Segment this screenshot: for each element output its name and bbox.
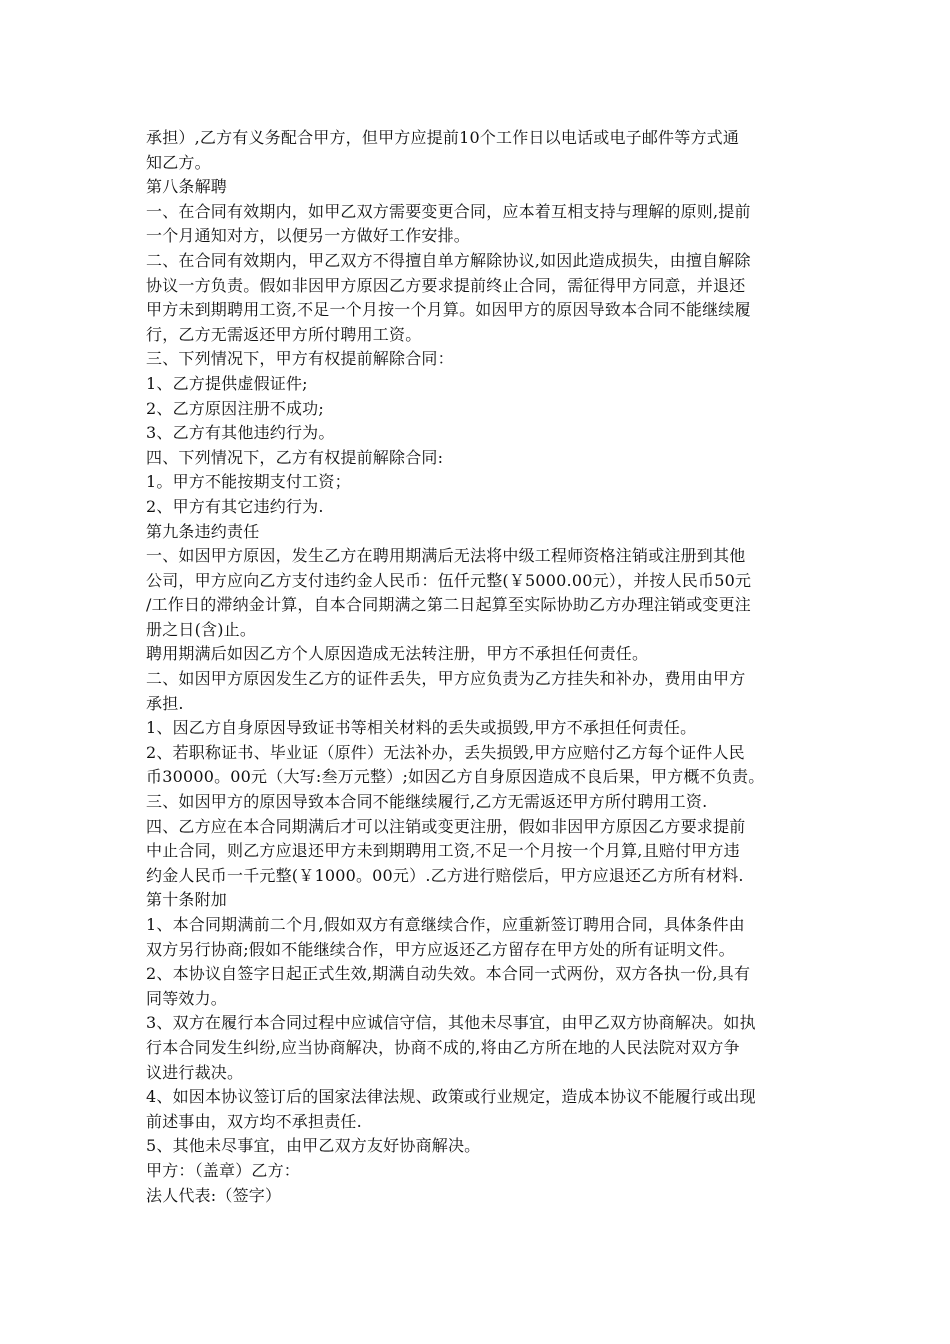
text-line: 议进行裁决。 [146,1062,244,1082]
text-line: 聘用期满后如因乙方个人原因造成无法转注册，甲方不承担任何责任。 [146,644,649,664]
text-line: 行，乙方无需返还甲方所付聘用工资。 [146,324,422,344]
list-item: 3、双方在履行本合同过程中应诚信守信，其他未尽事宜，由甲乙双方协商解决。如执 [146,1013,756,1033]
signature-party-line: 甲方：（盖章）乙方： [146,1160,301,1180]
section-heading-article-8: 第八条解聘 [146,177,228,197]
text-line: 行本合同发生纠纷,应当协商解决，协商不成的,将由乙方所在地的人民法院对双方争 [146,1037,740,1057]
text-line: 甲方未到期聘用工资,不足一个月按一个月算。如因甲方的原因导致本合同不能继续履 [146,300,751,320]
text-line: 中止合同，则乙方应退还甲方未到期聘用工资,不足一个月按一个月算,且赔付甲方违 [146,841,740,861]
list-item: 3、乙方有其他违约行为。 [146,423,335,443]
list-item: 1、乙方提供虚假证件; [146,373,308,393]
list-item: 1。甲方不能按期支付工资； [146,472,351,492]
text-line: 四、乙方应在本合同期满后才可以注销或变更注册，假如非因甲方原因乙方要求提前 [146,816,746,836]
section-heading-article-10: 第十条附加 [146,890,228,910]
list-item: 4、如因本协议签订后的国家法律法规、政策或行业规定，造成本协议不能履行或出现 [146,1087,756,1107]
text-line: 三、如因甲方的原因导致本合同不能继续履行,乙方无需返还甲方所付聘用工资. [146,792,708,812]
list-item: 5、其他未尽事宜，由甲乙双方友好协商解决。 [146,1136,481,1156]
text-line: 同等效力。 [146,988,228,1008]
list-item: 1、本合同期满前二个月,假如双方有意继续合作，应重新签订聘用合同，具体条件由 [146,915,745,934]
text-line: /工作日的滞纳金计算，自本合同期满之第二日起算至实际协助乙方办理注销或变更注 [146,595,751,615]
legal-representative-line: 法人代表:（签字） [146,1185,282,1205]
text-line: 一个月通知对方，以便另一方做好工作安排。 [146,226,471,246]
text-line: 知乙方。 [146,152,211,172]
text-line: 承担. [146,693,184,713]
list-item: 2、乙方原因注册不成功; [146,398,324,418]
text-line: 承担）,乙方有义务配合甲方，但甲方应提前10个工作日以电话或电子邮件等方式通 [146,128,740,147]
list-item: 1、因乙方自身原因导致证书等相关材料的丢失或损毁,甲方不承担任何责任。 [146,718,697,738]
list-item: 2、甲方有其它违约行为. [146,496,324,516]
text-line: 三、下列情况下，甲方有权提前解除合同： [146,349,454,369]
text-line: 协议一方负责。假如非因甲方原因乙方要求提前终止合同，需征得甲方同意，并退还 [146,275,746,295]
list-item: 2、若职称证书、毕业证（原件）无法补办，丢失损毁,甲方应赔付乙方每个证件人民 [146,742,745,762]
text-line: 币30000。00元（大写:叁万元整）;如因乙方自身原因造成不良后果，甲方概不负责。 [146,767,765,787]
text-line: 一、在合同有效期内，如甲乙双方需要变更合同，应本着互相支持与理解的原则,提前 [146,201,751,221]
contract-text-body [146,126,806,1208]
text-line: 二、如因甲方原因发生乙方的证件丢失，甲方应负责为乙方挂失和补办，费用由甲方 [146,669,746,689]
text-line: 公司，甲方应向乙方支付违约金人民币：伍仟元整(￥5000.00元），并按人民币50元 [146,570,752,590]
text-line: 四、下列情况下，乙方有权提前解除合同: [146,447,444,467]
text-line: 前述事由，双方均不承担责任. [146,1111,362,1131]
text-line: 册之日(含)止。 [146,619,257,639]
text-line: 二、在合同有效期内，甲乙双方不得擅自单方解除协议,如因此造成损失，由擅自解除 [146,250,751,270]
text-line: 双方另行协商;假如不能继续合作，甲方应返还乙方留存在甲方处的所有证明文件。 [146,939,735,959]
list-item: 2、本协议自签字日起正式生效,期满自动失效。本合同一式两份，双方各执一份,具有 [146,964,751,984]
text-line: 一、如因甲方原因，发生乙方在聘用期满后无法将中级工程师资格注销或注册到其他 [146,546,746,566]
section-heading-article-9: 第九条违约责任 [146,521,260,541]
text-line: 约金人民币一千元整(￥1000。00元）.乙方进行赔偿后，甲方应退还乙方所有材料. [146,865,744,885]
